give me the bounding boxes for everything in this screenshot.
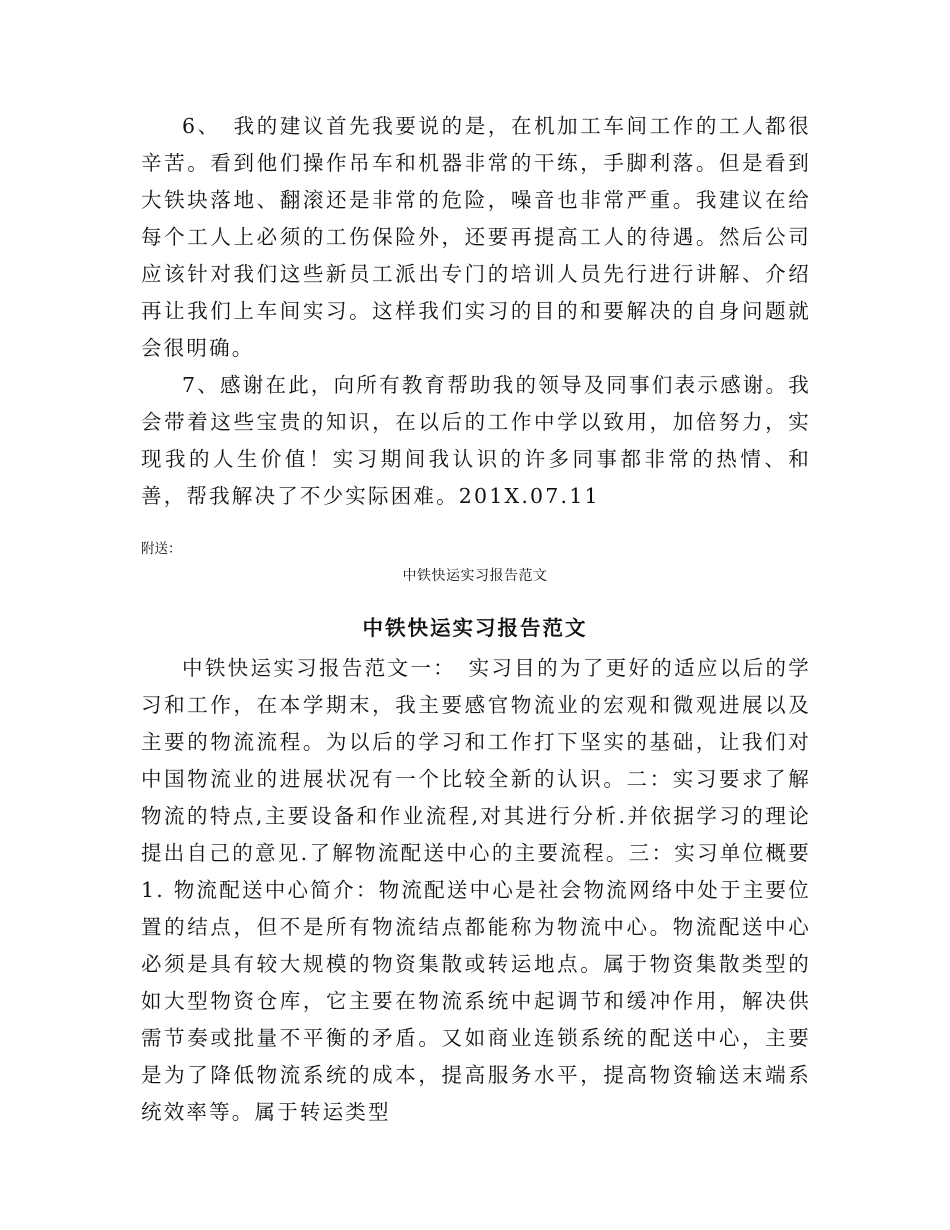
appendix-label: 附送： — [141, 541, 182, 557]
article-title: 中铁快运实习报告范文 — [362, 616, 588, 640]
suggestion-paragraph: 6、 我的建议首先我要说的是，在机加工车间工作的工人都很辛苦。看到他们操作吊车和机器非常的干练，手脚利落。但是看到大铁块落地、翻滚还是非常的危险，噪音也非常严重。我建议在给每个工人上必须的工伤保险外，还要再提高工人的待遇。然后公司应该针对我们这些新员工派出专门的培训人员先行进行讲解、介绍再让我们上车间实习。这样我们实习的目的和要解决的自身问题就会很明确。 — [141, 114, 811, 360]
article-paragraph: 中铁快运实习报告范文一： 实习目的为了更好的适应以后的学习和工作，在本学期末，我主要感官物流业的宏观和微观进展以及主要的物流流程。为以后的学习和工作打下坚实的基础，让我们对中国物流业的进展状况有一个比较全新的认识。二：实习要求了解物流的特点,主要设备和作业流程,对其进行分析.并依据学习的理论提出自己的意见.了解物流配送中心的主要流程。三：实习单位概要1. 物流配送中心简介：物流配送中心是社会物流网络中处于主要位置的结点，但不是所有物流结点都能称为物流中心。物流配送中心必须是具有较大规模的物资集散或转运地点。属于物资集散类型的如大型物资仓库，它主要在物流系统中起调节和缓冲作用，解决供需节奏或批量不平衡的矛盾。又如商业连锁系统的配送中心，主要是为了降低物流系统的成本，提高服务水平，提高物资输送末端系统效率等。属于转运类型 — [141, 656, 811, 1124]
previous-report-ending — [141, 108, 811, 515]
appendix-title: 中铁快运实习报告范文 — [402, 568, 548, 584]
article-body — [141, 650, 811, 1131]
thanks-paragraph: 7、感谢在此，向所有教育帮助我的领导及同事们表示感谢。我会带着这些宝贵的知识，在以后的工作中学以致用，加倍努力，实现我的人生价值！实习期间我认识的许多同事都非常的热情、和善，帮我解决了不少实际困难。201X.07.11 — [141, 373, 811, 508]
